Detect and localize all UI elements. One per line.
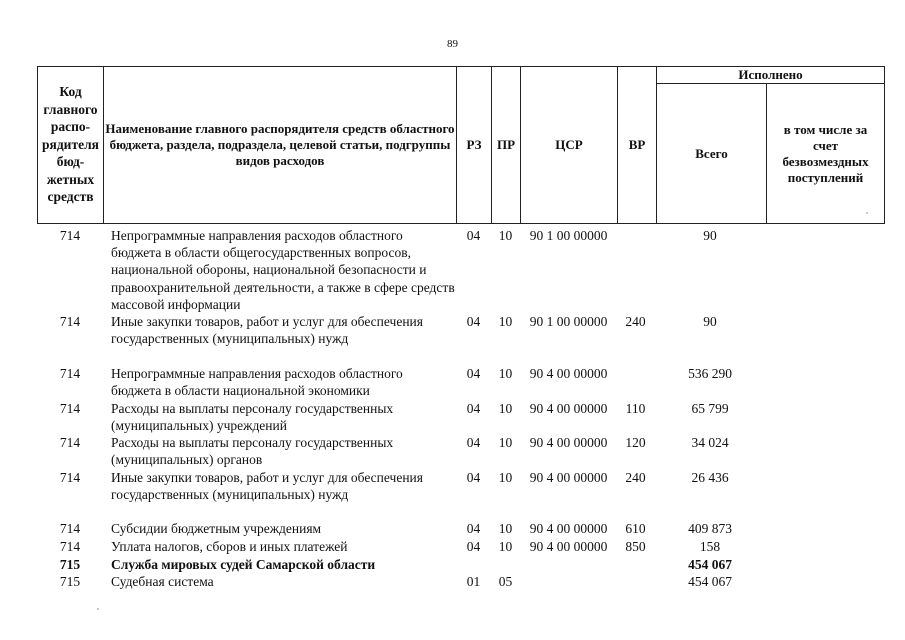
scan-speck bbox=[866, 212, 868, 214]
header-free: в том числе за счет безвозмездных поступлений bbox=[782, 121, 869, 185]
cell-csr: 90 1 00 00000 bbox=[529, 314, 608, 329]
cell-rz: 01 bbox=[466, 574, 481, 589]
cell-csr: 90 4 00 00000 bbox=[529, 470, 608, 485]
cell-name: Судебная система bbox=[111, 574, 214, 589]
cell-code: 714 bbox=[59, 366, 81, 381]
cell-pr: 10 bbox=[498, 228, 513, 243]
cell-name: Расходы на выплаты персоналу государственных (муниципальных) учреждений bbox=[111, 401, 394, 434]
cell-csr: 90 4 00 00000 bbox=[529, 366, 608, 381]
cell-total: 90 bbox=[703, 314, 717, 329]
cell-name: Расходы на выплаты персоналу государственных (муниципальных) органов bbox=[111, 435, 394, 468]
cell-csr: 90 1 00 00000 bbox=[529, 228, 608, 243]
cell-pr: 10 bbox=[498, 401, 513, 416]
cell-total: 536 290 bbox=[688, 366, 732, 381]
header-total: Всего bbox=[695, 145, 728, 161]
header-bottom-border bbox=[37, 223, 884, 224]
cell-total: 454 067 bbox=[688, 557, 732, 572]
cell-pr: 05 bbox=[498, 574, 513, 589]
cell-vr: 120 bbox=[625, 435, 646, 450]
cell-vr: 110 bbox=[625, 401, 646, 416]
cell-total: 26 436 bbox=[691, 470, 729, 485]
cell-total: 90 bbox=[703, 228, 717, 243]
cell-rz: 04 bbox=[466, 435, 481, 450]
cell-rz: 04 bbox=[466, 521, 481, 536]
cell-pr: 10 bbox=[498, 539, 513, 554]
cell-code: 714 bbox=[59, 470, 81, 485]
cell-name: Уплата налогов, сборов и иных платежей bbox=[111, 539, 348, 554]
cell-name: Непрограммные направления расходов областного бюджета в области общегосударственных вопросов, национальной обороны, национальной безопасности и правоохранительной деятельности, а также в сфере средств массовой информации bbox=[111, 228, 455, 312]
cell-rz: 04 bbox=[466, 366, 481, 381]
cell-rz: 04 bbox=[466, 539, 481, 554]
cell-name: Иные закупки товаров, работ и услуг для обеспечения государственных (муниципальных) нужд bbox=[111, 470, 423, 503]
cell-total: 454 067 bbox=[688, 574, 732, 589]
header-rz: РЗ bbox=[466, 136, 482, 152]
cell-code: 714 bbox=[59, 401, 81, 416]
cell-csr: 90 4 00 00000 bbox=[529, 401, 608, 416]
cell-code: 714 bbox=[59, 314, 81, 329]
cell-name: Субсидии бюджетным учреждениям bbox=[111, 521, 322, 536]
cell-csr: 90 4 00 00000 bbox=[529, 539, 608, 554]
cell-csr: 90 4 00 00000 bbox=[529, 435, 608, 450]
cell-rz: 04 bbox=[466, 314, 481, 329]
page-number: 89 bbox=[447, 38, 458, 50]
cell-total: 34 024 bbox=[691, 435, 729, 450]
cell-rz: 04 bbox=[466, 401, 481, 416]
scan-speck bbox=[97, 608, 99, 610]
header-executed: Исполнено bbox=[738, 66, 803, 82]
cell-pr: 10 bbox=[498, 470, 513, 485]
cell-pr: 10 bbox=[498, 314, 513, 329]
cell-pr: 10 bbox=[498, 366, 513, 381]
cell-vr: 610 bbox=[625, 521, 646, 536]
header-code: Код главного распо- рядителя бюд- жетных средств bbox=[42, 84, 99, 205]
cell-name: Служба мировых судей Самарской области bbox=[111, 557, 376, 572]
cell-code: 714 bbox=[59, 435, 81, 450]
cell-total: 65 799 bbox=[691, 401, 729, 416]
header-col-divider bbox=[103, 66, 104, 224]
cell-code: 714 bbox=[59, 228, 81, 243]
table-header bbox=[37, 66, 884, 224]
cell-vr: 850 bbox=[625, 539, 646, 554]
cell-pr: 10 bbox=[498, 521, 513, 536]
header-pr: ПР bbox=[496, 136, 516, 152]
header-csr: ЦСР bbox=[555, 136, 583, 152]
cell-code: 714 bbox=[59, 539, 81, 554]
cell-total: 158 bbox=[699, 539, 721, 554]
header-border-right bbox=[884, 66, 885, 224]
cell-csr: 90 4 00 00000 bbox=[529, 521, 608, 536]
cell-total: 409 873 bbox=[688, 521, 732, 536]
cell-name: Непрограммные направления расходов областного бюджета в области национальной экономики bbox=[111, 366, 403, 399]
cell-code: 715 bbox=[59, 557, 81, 572]
cell-vr: 240 bbox=[625, 314, 646, 329]
cell-code: 715 bbox=[59, 574, 81, 589]
cell-rz: 04 bbox=[466, 228, 481, 243]
cell-rz: 04 bbox=[466, 470, 481, 485]
header-vr: ВР bbox=[628, 136, 646, 152]
cell-pr: 10 bbox=[498, 435, 513, 450]
cell-name: Иные закупки товаров, работ и услуг для обеспечения государственных (муниципальных) нужд bbox=[111, 314, 423, 347]
header-name: Наименование главного распорядителя средств областного бюджета, раздела, подраздела, целевой статьи, подгруппы видов расходов bbox=[105, 120, 455, 168]
cell-vr: 240 bbox=[625, 470, 646, 485]
cell-code: 714 bbox=[59, 521, 81, 536]
